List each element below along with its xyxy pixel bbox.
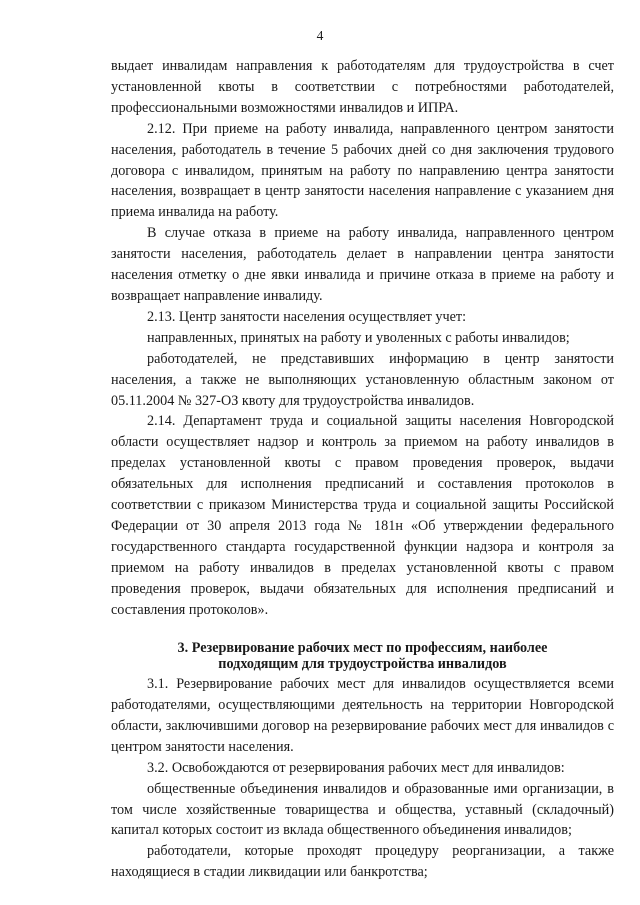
paragraph-continuation: выдает инвалидам направления к работодателям для трудоустройства в счет установленной квоты в соответствии с потребностями работодателей, профессиональными возможностями инвалидов и ИПРА. (111, 58, 614, 116)
paragraph-3-2-item-1: общественные объединения инвалидов и образованные ими организации, в том числе хозяйственные товарищества и общества, уставный (складочный) капитал которых состоит из вклада общественного объединения инвалидов; (111, 780, 614, 839)
paragraph-2-13-item-1: направленных, принятых на работу и уволенных с работы инвалидов; (147, 329, 570, 346)
paragraph-3-1: 3.1. Резервирование рабочих мест для инвалидов осуществляется всеми работодателями, осуществляющими деятельность на территории Новгородской области, заключившими договор на резервирование рабочих мест для инвалидов с центром занятости населения. (111, 676, 614, 755)
paragraph-2-14: 2.14. Департамент труда и социальной защиты населения Новгородской области осуществляет надзор и контроль за приемом на работу инвалидов в пределах установленной квоты с правом проведения проверок, выдачи обязательных для исполнения предписаний и составления протоколов в соответствии с приказом Министерства труда и социальной защиты Российской Федерации от 30 апреля 2013 года № 181н «Об утверждении федерального государственного стандарта государственной функции надзора и контроля за приемом на работу инвалидов в пределах установленной квоты с правом проведения проверок, выдачи обязательных для исполнения предписаний и составления протоколов». (111, 413, 614, 618)
paragraph-3-2-item-2: работодатели, которые проходят процедуру реорганизации, а также находящиеся в стадии ликвидации или банкротства; (111, 843, 614, 881)
paragraph-2-12: 2.12. При приеме на работу инвалида, направленного центром занятости населения, работодатель в течение 5 рабочих дней со дня заключения трудового договора с инвалидом, принятым на работу по направлению центра занятости населения, возвращает в центр занятости населения направление с указанием дня приема инвалида на работу. (111, 120, 614, 221)
page-number: 4 (316, 28, 324, 43)
section-3-heading (111, 641, 614, 673)
paragraph-refusal: В случае отказа в приеме на работу инвалида, направленного центром занятости населения, работодатель делает в направлении центра занятости населения отметку о дне явки инвалида и причине отказа в приеме на работу и возвращает направление инвалиду. (111, 225, 614, 304)
document-body (111, 56, 614, 883)
section-3-heading-line-1: 3. Резервирование рабочих мест по профессиям, наиболее (177, 640, 548, 657)
section-3-heading-line-2: подходящим для трудоустройства инвалидов (218, 656, 507, 673)
paragraph-2-13: 2.13. Центр занятости населения осуществляет учет: (147, 308, 467, 325)
paragraph-3-2: 3.2. Освобождаются от резервирования рабочих мест для инвалидов: (147, 759, 565, 776)
paragraph-2-13-item-2: работодателей, не представивших информацию в центр занятости населения, а также не выполняющих установленную областным законом от 05.11.2004 № 327-ОЗ квоту для трудоустройства инвалидов. (111, 350, 614, 409)
